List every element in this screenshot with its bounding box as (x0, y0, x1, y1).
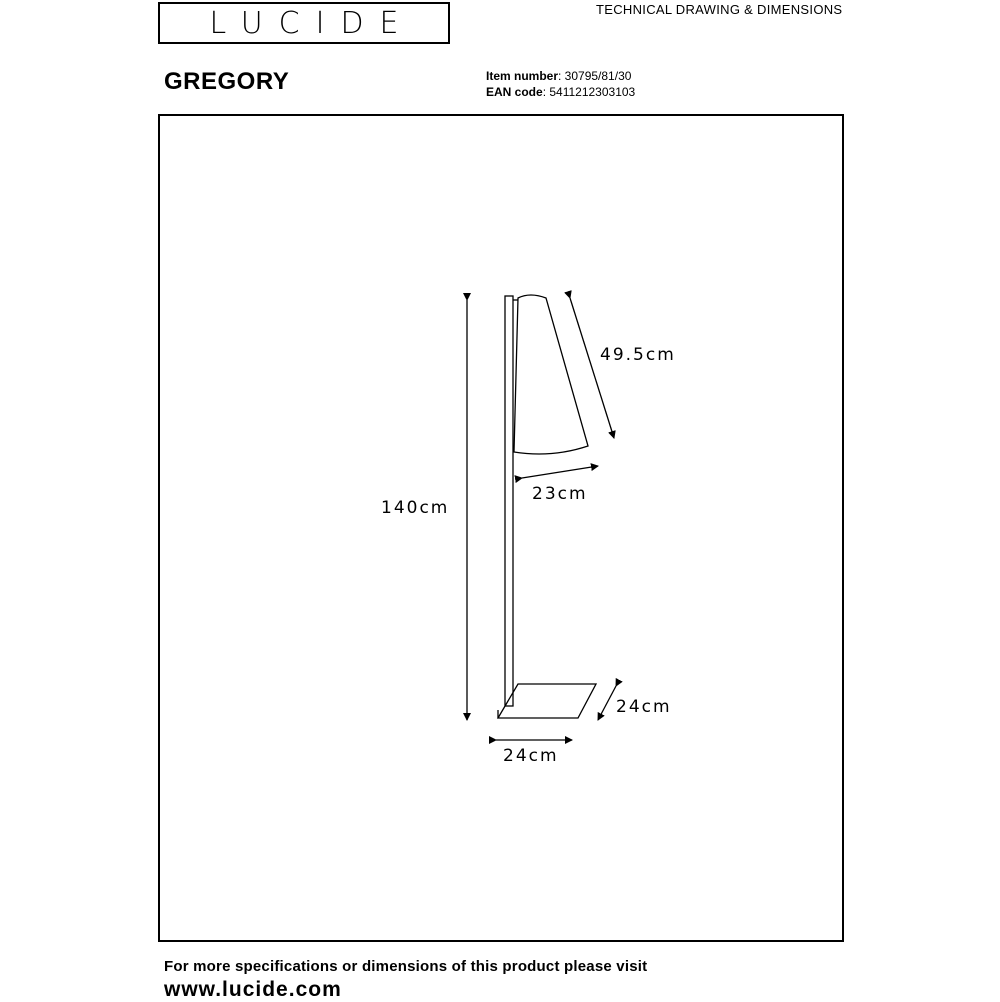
base-depth-label: 24cm (616, 697, 672, 717)
shade-length-label: 49.5cm (600, 345, 676, 365)
item-number-label: Item number (486, 69, 559, 83)
product-name: GREGORY (164, 68, 290, 95)
height-label: 140cm (381, 498, 450, 518)
document-type-label: TECHNICAL DRAWING & DIMENSIONS (596, 2, 843, 17)
item-number-value: : 30795/81/30 (558, 69, 632, 83)
website-link[interactable]: www.lucide.com (164, 978, 342, 1001)
shade-length-dimension-arrow (570, 298, 614, 438)
base-width-label: 24cm (503, 746, 559, 766)
footer-text: For more specifications or dimensions of this product please visit (164, 958, 648, 975)
shade-diameter-label: 23cm (532, 484, 588, 504)
lamp-pole (505, 296, 513, 706)
brand-logo-text: LUCIDE (209, 5, 415, 41)
base-depth-dimension-arrow (598, 686, 616, 720)
ean-code-value: : 5411212303103 (542, 85, 636, 99)
ean-code-label: EAN code (486, 85, 543, 99)
shade-diameter-dimension-arrow (522, 466, 598, 478)
